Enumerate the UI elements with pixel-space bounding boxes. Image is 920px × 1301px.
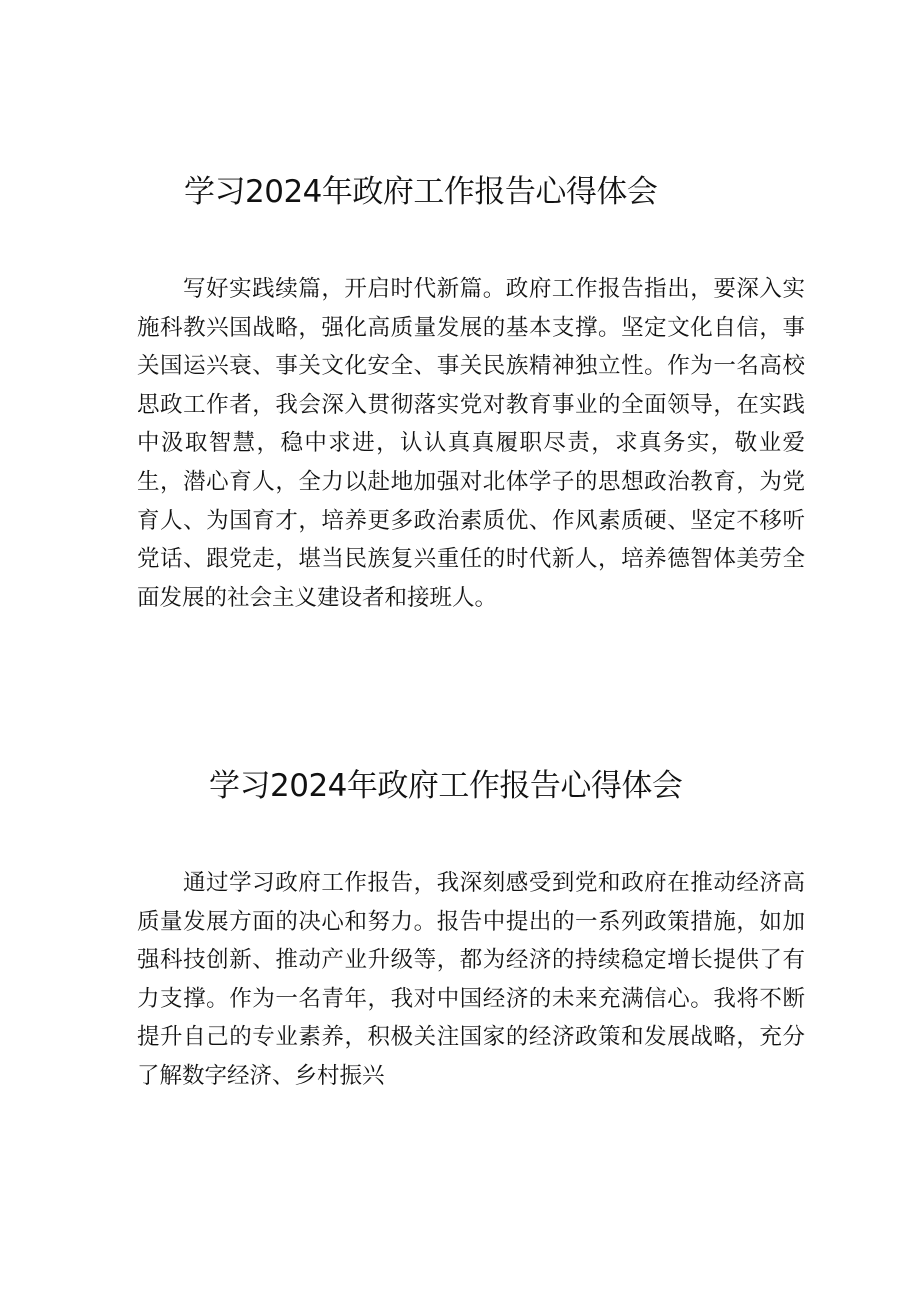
section-title: 学习2024年政府工作报告心得体会 bbox=[184, 174, 658, 210]
section-title: 学习2024年政府工作报告心得体会 bbox=[209, 768, 683, 804]
section-paragraph: 写好实践续篇，开启时代新篇。政府工作报告指出，要深入实施科教兴国战略，强化高质量发展的基本支撑。坚定文化自信，事关国运兴衰、事关文化安全、事关民族精神独立性。作为一名高校思政工作者，我会深入贯彻落实党对教育事业的全面领导，在实践中汲取智慧，稳中求进，认认真真履职尽责，求真务实，敬业爱生，潜心育人，全力以赴地加强对北体学子的思想政治教育，为党育人、为国育才，培养更多政治素质优、作风素质硬、坚定不移听党话、跟党走，堪当民族复兴重任的时代新人，培养德智体美劳全面发展的社会主义建设者和接班人。 bbox=[137, 276, 805, 611]
section-paragraph: 通过学习政府工作报告，我深刻感受到党和政府在推动经济高质量发展方面的决心和努力。报告中提出的一系列政策措施，如加强科技创新、推动产业升级等，都为经济的持续稳定增长提供了有力支撑。作为一名青年，我对中国经济的未来充满信心。我将不断提升自己的专业素养，积极关注国家的经济政策和发展战略，充分了解数字经济、乡村振兴 bbox=[137, 870, 805, 1089]
